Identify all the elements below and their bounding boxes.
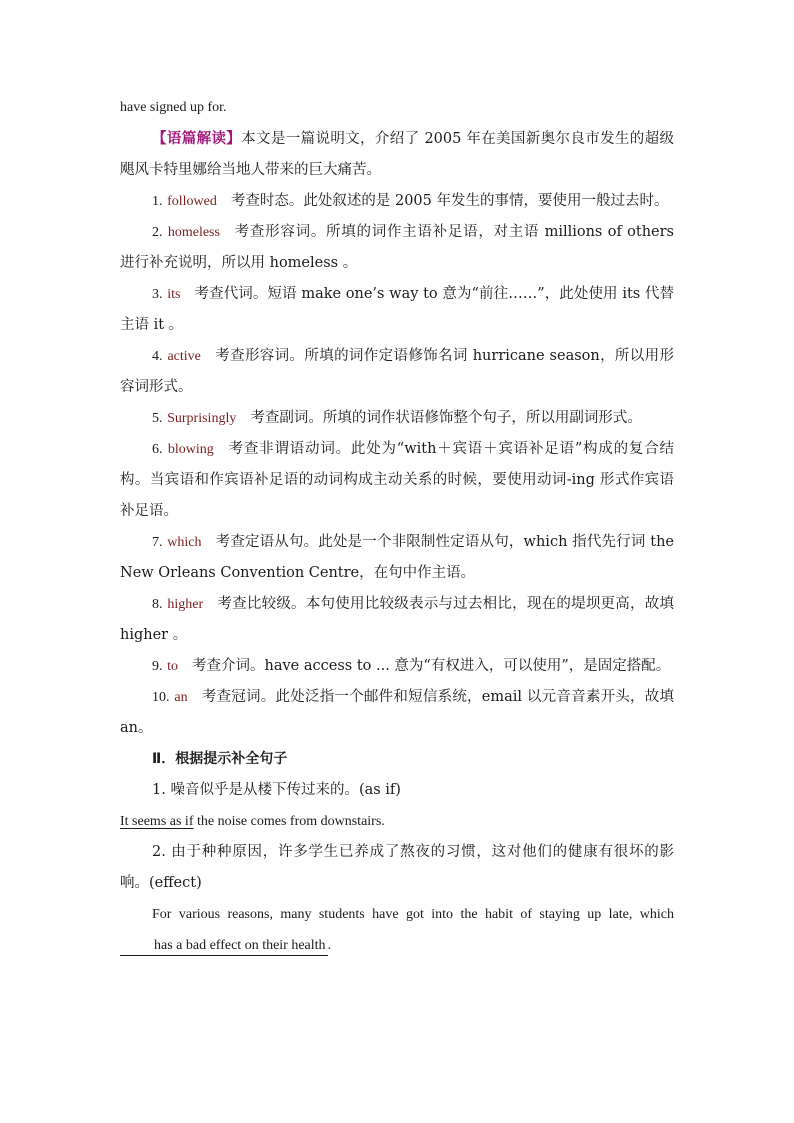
answer-item-5: [120, 403, 674, 434]
answer-item-3: [120, 279, 674, 341]
answer-explanation: 考查副词。所填的词作状语修饰整个句子，所以用副词形式。: [250, 410, 642, 426]
answer-item-9: [120, 651, 674, 682]
answer-explanation: 考查形容词。所填的词作定语修饰名词 hurricane season，所以用形容词形式。: [120, 348, 674, 395]
answer-explanation: 考查定语从句。此处是一个非限制性定语从句，which 指代先行词 the New Orleans Convention Centre，在句中作主语。: [120, 534, 675, 581]
sentence-rest: the noise comes from downstairs.: [193, 814, 385, 829]
answer-item-2: [120, 217, 674, 279]
answer-number: 10.: [152, 690, 170, 705]
answer-number: 9.: [152, 659, 163, 674]
sentence-before: For various reasons, many students have got into the habit of staying up late, which: [152, 907, 674, 922]
answer-number: 6.: [152, 442, 163, 457]
exercise-answer-1: [120, 806, 674, 837]
answer-number: 4.: [152, 349, 163, 364]
answer-word: which: [167, 535, 202, 550]
answer-number: 2.: [152, 225, 163, 240]
answer-word: its: [167, 287, 181, 302]
analysis-tag: 【语篇解读】: [152, 130, 242, 147]
answer-item-8: [120, 589, 674, 651]
answer-explanation: 考查非谓语动词。此处为“with＋宾语＋宾语补足语”构成的复合结构。当宾语和作宾语补足语的动词构成主动关系的时候，要使用动词-ing 形式作宾语补足语。: [120, 441, 674, 519]
answer-number: 3.: [152, 287, 163, 302]
answer-word: Surprisingly: [167, 411, 237, 426]
answer-word: active: [167, 349, 201, 364]
exercise-prompt-1: 1. 噪音似乎是从楼下传过来的。(as if): [152, 782, 401, 798]
answer-item-7: [120, 527, 674, 589]
section-title: Ⅱ．根据提示补全句子: [152, 751, 288, 767]
answer-item-6: [120, 434, 674, 527]
filled-blank: has a bad effect on their health: [120, 937, 328, 956]
answer-item-1: [120, 186, 674, 217]
answer-number: 8.: [152, 597, 163, 612]
answer-list: [120, 186, 674, 744]
answer-item-10: [120, 682, 674, 744]
answer-explanation: 考查介词。have access to ... 意为“有权进入，可以使用”，是固定搭配。: [192, 658, 671, 674]
answer-number: 5.: [152, 411, 163, 426]
intro-continuation: have signed up for.: [120, 100, 227, 115]
answer-word: followed: [167, 194, 217, 209]
exercise-answer-2: [120, 899, 674, 961]
answer-word: blowing: [167, 442, 214, 457]
analysis-text: 本文是一篇说明文，介绍了 2005 年在美国新奥尔良市发生的超级飓风卡特里娜给当地人带来的巨大痛苦。: [120, 131, 675, 178]
answer-word: to: [167, 659, 178, 674]
answer-word: higher: [167, 597, 204, 612]
answer-word: homeless: [167, 225, 220, 240]
answer-explanation: 考查形容词。所填的词作主语补足语，对主语 millions of others 进行补充说明，所以用 homeless 。: [120, 224, 674, 271]
exercise-prompt-2: 2. 由于种种原因，许多学生已养成了熬夜的习惯，这对他们的健康有很坏的影响。(effect): [120, 844, 674, 891]
answer-number: 7.: [152, 535, 163, 550]
answer-explanation: 考查冠词。此处泛指一个邮件和短信系统，email 以元音音素开头，故填 an。: [120, 689, 675, 736]
answer-number: 1.: [152, 194, 163, 209]
answer-explanation: 考查代词。短语 make one’s way to 意为“前往……”，此处使用 its 代替主语 it 。: [120, 286, 675, 333]
answer-item-4: [120, 341, 674, 403]
sentence-after: .: [327, 938, 332, 953]
analysis-paragraph: [120, 123, 674, 186]
answer-explanation: 考查时态。此处叙述的是 2005 年发生的事情，要使用一般过去时。: [230, 193, 669, 209]
filled-blank: It seems as if: [120, 814, 194, 829]
document-page: [120, 92, 674, 961]
answer-word: an: [174, 690, 188, 705]
answer-explanation: 考查比较级。本句使用比较级表示与过去相比，现在的堤坝更高，故填 higher 。: [120, 596, 675, 643]
